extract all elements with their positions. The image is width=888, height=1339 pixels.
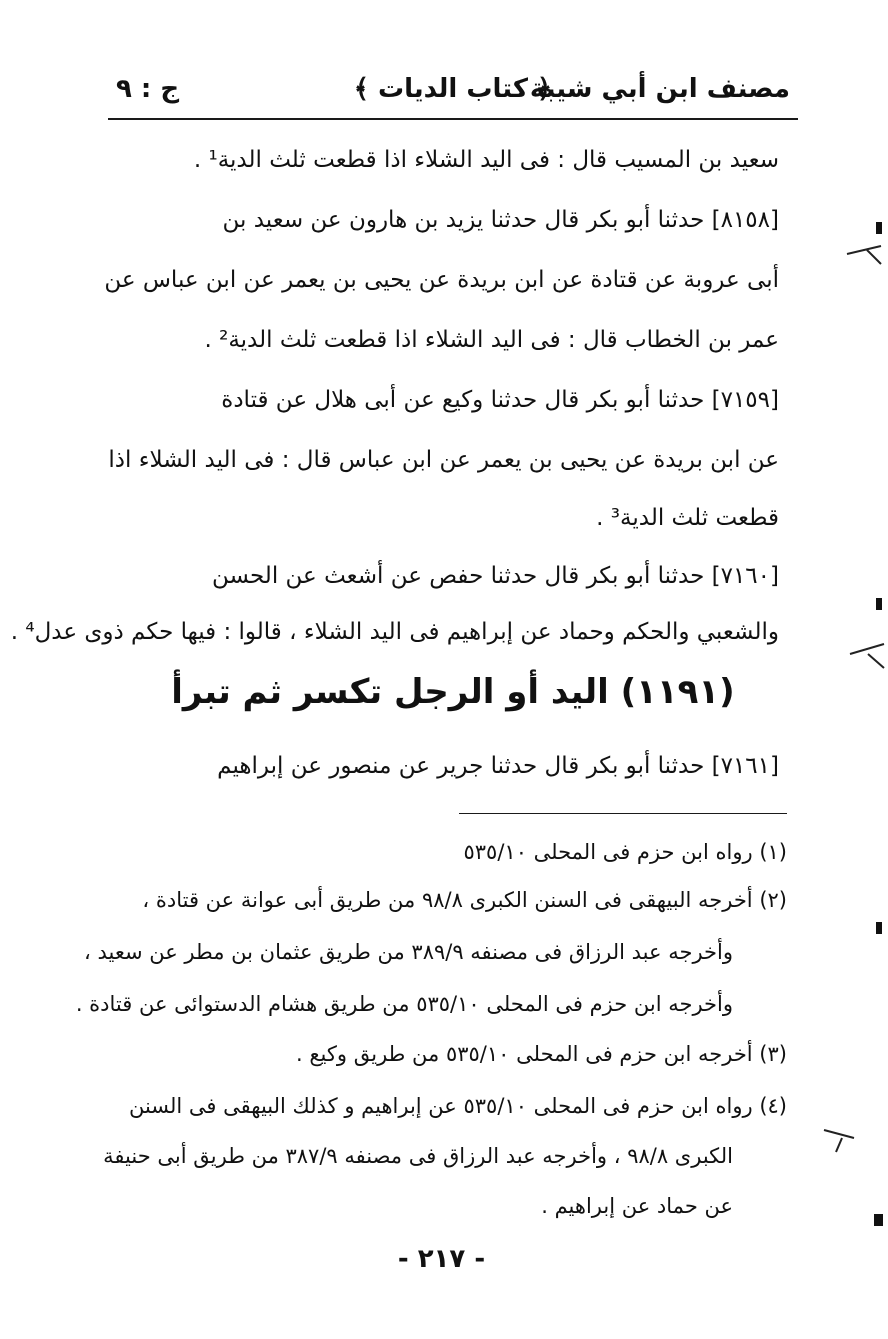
hadith-7159-line: [٧١٥٩] حدثنا أبو بكر قال حدثنا وكيع عن أبى هلال عن قتادة	[221, 387, 779, 413]
footnote-2-continuation: وأخرجه ابن حزم فى المحلى ٥٣٥/١٠ من طريق هشام الدستوائى عن قتادة .	[75, 992, 733, 1016]
text-line: عن ابن بريدة عن يحيى بن يعمر عن ابن عباس قال : فى اليد الشلاء اذا	[108, 447, 779, 473]
page-number: - ٢١٧ -	[397, 1244, 486, 1274]
margin-mark-icon	[845, 240, 885, 270]
text-line: والشعبي والحكم وحماد عن إبراهيم فى اليد الشلاء ، قالوا : فيها حكم ذوى عدل⁴ .	[10, 619, 779, 645]
book-title: مصنف ابن أبي شيبة	[529, 74, 790, 104]
edge-mark	[876, 222, 882, 234]
text-line: أبى عروبة عن قتادة عن ابن بريدة عن يحيى بن يعمر عن ابن عباس عن	[104, 267, 779, 293]
footnote-4-continuation: الكبرى ٩٨/٨ ، وأخرجه عبد الرزاق فى مصنفه ٣٨٧/٩ من طريق أبى حنيفة	[103, 1144, 733, 1168]
hadith-7160-line: [٧١٦٠] حدثنا أبو بكر قال حدثنا حفص عن أشعث عن الحسن	[211, 563, 779, 589]
text-line: قطعت ثلث الدية³ .	[596, 505, 779, 531]
edge-mark	[874, 1214, 883, 1226]
footnote-divider	[459, 813, 787, 814]
footnote-2: (٢) أخرجه البيهقى فى السنن الكبرى ٩٨/٨ من طريق أبى عوانة عن قتادة ،	[142, 888, 787, 912]
margin-mark-icon	[848, 640, 888, 670]
footnote-2-continuation: وأخرجه عبد الرزاق فى مصنفه ٣٨٩/٩ من طريق عثمان بن مطر عن سعيد ،	[84, 940, 733, 964]
edge-mark	[876, 598, 882, 610]
hadith-8158-line: [٨١٥٨] حدثنا أبو بكر قال حدثنا يزيد بن هارون عن سعيد بن	[222, 207, 779, 233]
footnote-4: (٤) رواه ابن حزم فى المحلى ٥٣٥/١٠ عن إبراهيم و كذلك البيهقى فى السنن	[128, 1094, 787, 1118]
hadith-7161-line: [٧١٦١] حدثنا أبو بكر قال حدثنا جرير عن منصور عن إبراهيم	[217, 753, 779, 779]
text-line: سعيد بن المسيب قال : فى اليد الشلاء اذا قطعت ثلث الدية¹ .	[193, 147, 779, 173]
volume-number: ج : ٩	[116, 74, 180, 104]
text-line: عمر بن الخطاب قال : فى اليد الشلاء اذا قطعت ثلث الدية² .	[204, 327, 779, 353]
footnote-1: (١) رواه ابن حزم فى المحلى ٥٣٥/١٠	[463, 840, 787, 864]
page-header	[108, 68, 798, 120]
footnote-4-continuation: عن حماد عن إبراهيم .	[541, 1194, 733, 1218]
section-heading: (١١٩١) اليد أو الرجل تكسر ثم تبرأ	[171, 672, 735, 712]
edge-mark	[876, 922, 882, 934]
footnote-3: (٣) أخرجه ابن حزم فى المحلى ٥٣٥/١٠ من طريق وكيع .	[296, 1042, 787, 1066]
chapter-title: ﴿ كتاب الديات ﴾	[353, 74, 553, 104]
margin-mark-icon	[820, 1124, 860, 1154]
